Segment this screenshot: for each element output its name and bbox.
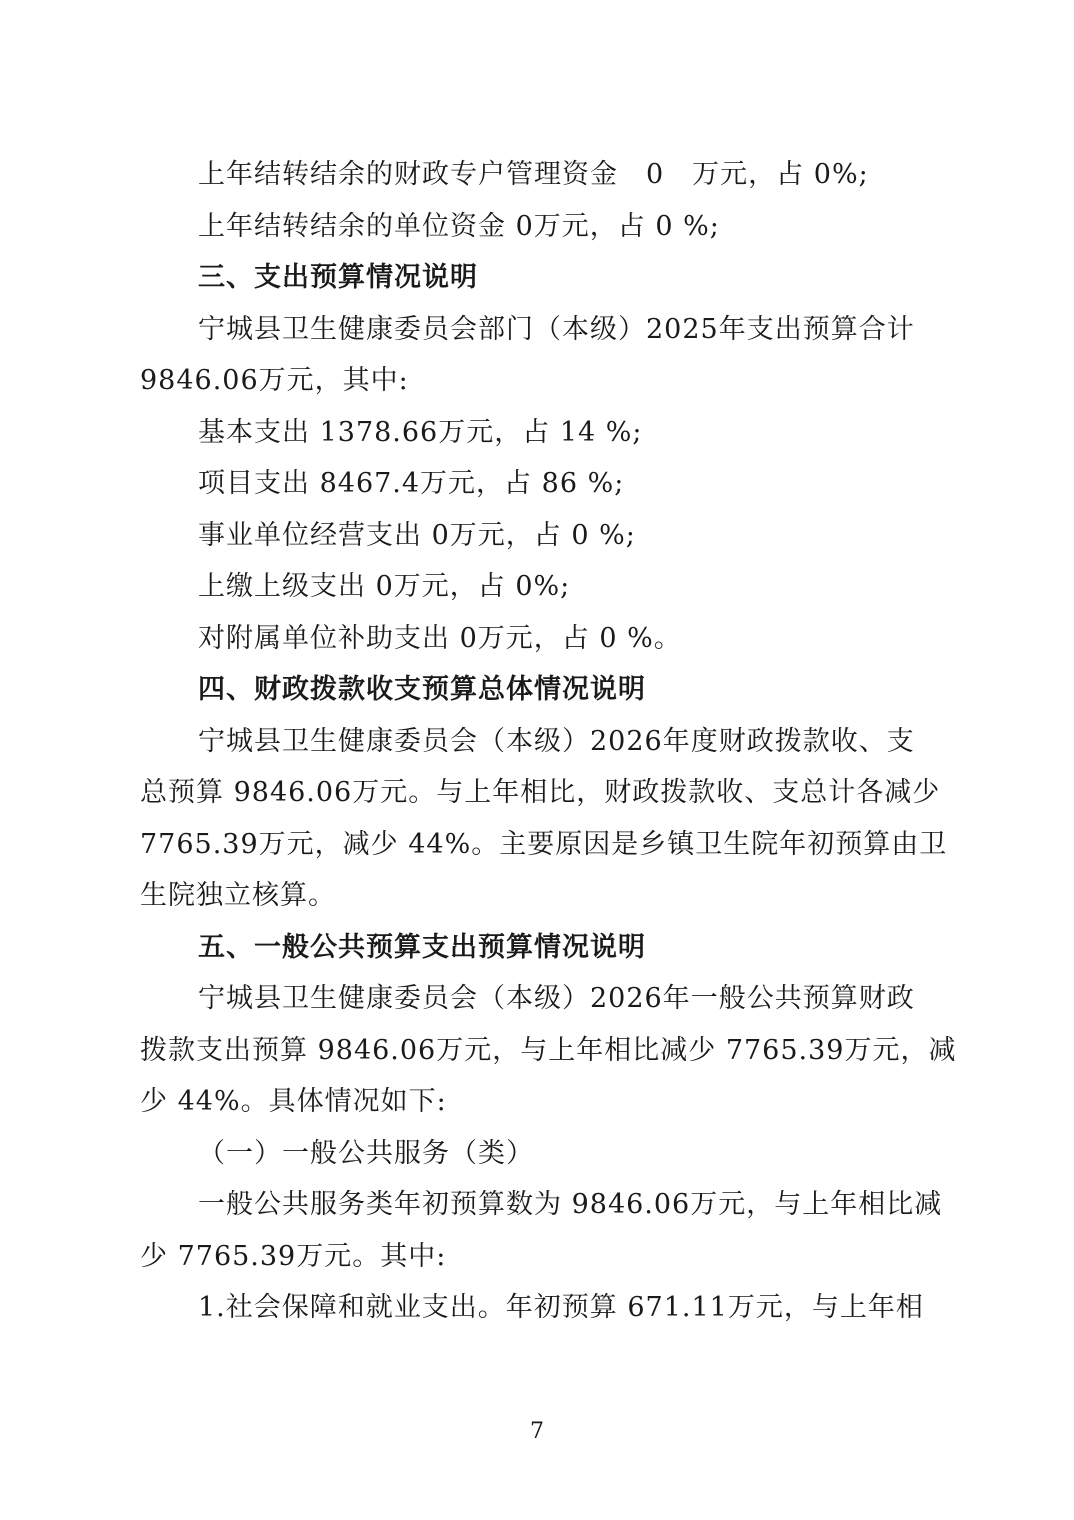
text-line: 拨款支出预算 9846.06万元，与上年相比减少 7765.39万元，减	[140, 1035, 957, 1066]
subsection-heading: （一）一般公共服务（类）	[198, 1138, 534, 1169]
text-line: 上缴上级支出 0万元，占 0%;	[198, 571, 571, 602]
page-number: 7	[530, 1419, 544, 1444]
text-line: 宁城县卫生健康委员会（本级）2026年度财政拨款收、支	[198, 726, 915, 757]
text-line: 项目支出 8467.4万元，占 86 %;	[198, 468, 625, 499]
text-line: 生院独立核算。	[140, 880, 336, 911]
text-line: 一般公共服务类年初预算数为 9846.06万元，与上年相比减	[198, 1189, 943, 1220]
section-heading: 四、财政拨款收支预算总体情况说明	[198, 674, 646, 705]
section-heading: 三、支出预算情况说明	[198, 262, 478, 293]
text-line: 上年结转结余的单位资金 0万元，占 0 %;	[198, 211, 720, 242]
text-line: 少 7765.39万元。其中:	[140, 1241, 447, 1272]
text-line: 总预算 9846.06万元。与上年相比，财政拨款收、支总计各减少	[140, 777, 941, 808]
text-line: 少 44%。具体情况如下:	[140, 1086, 447, 1117]
text-line: 对附属单位补助支出 0万元，占 0 %。	[198, 623, 682, 654]
text-line: 基本支出 1378.66万元，占 14 %;	[198, 417, 643, 448]
text-line: 7765.39万元，减少 44%。主要原因是乡镇卫生院年初预算由卫	[140, 829, 948, 860]
text-line: 1.社会保障和就业支出。年初预算 671.11万元，与上年相	[198, 1292, 924, 1323]
text-line: 宁城县卫生健康委员会（本级）2026年一般公共预算财政	[198, 983, 915, 1014]
text-line: 上年结转结余的财政专户管理资金 0 万元，占 0%;	[198, 159, 869, 190]
text-line: 宁城县卫生健康委员会部门（本级）2025年支出预算合计	[198, 314, 915, 345]
section-heading: 五、一般公共预算支出预算情况说明	[198, 932, 646, 963]
text-line: 9846.06万元，其中:	[140, 365, 409, 396]
text-line: 事业单位经营支出 0万元，占 0 %;	[198, 520, 636, 551]
